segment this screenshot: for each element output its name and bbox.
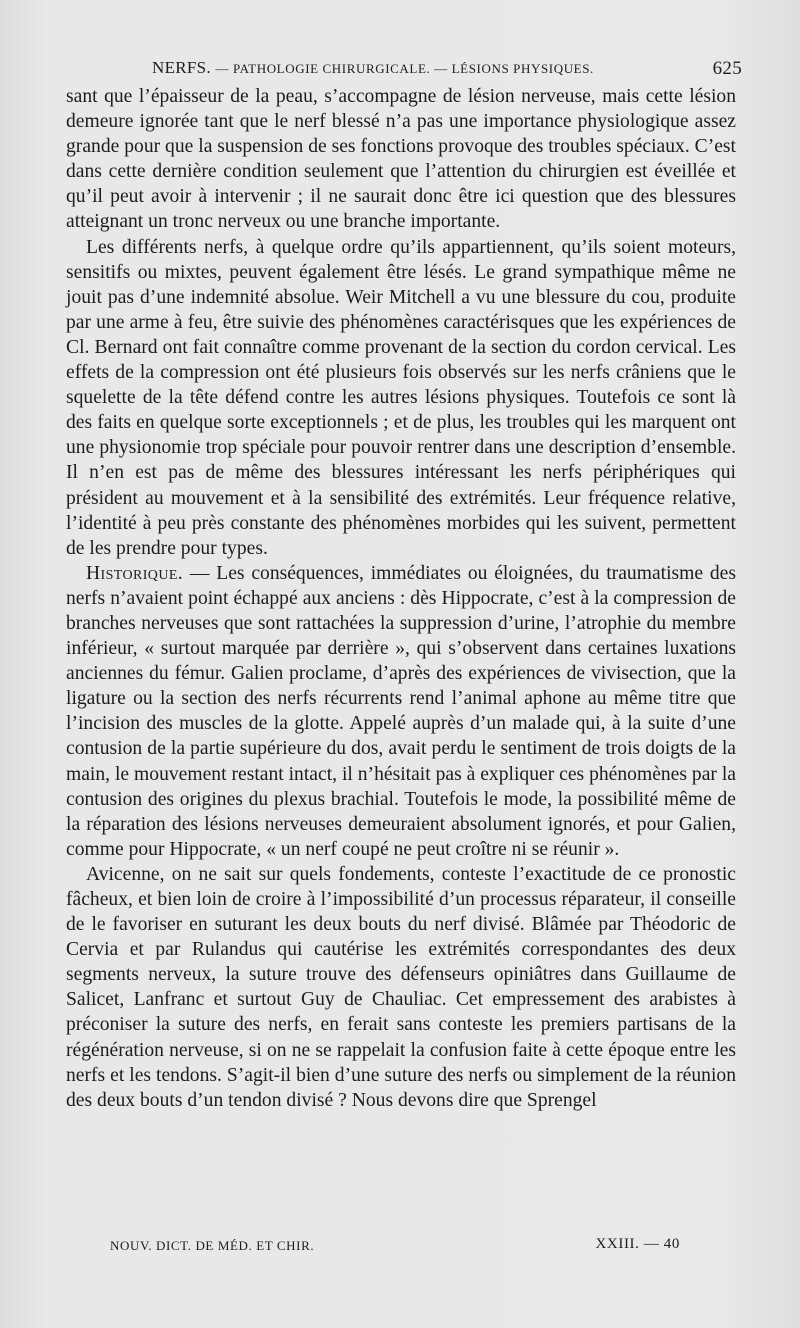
paragraph-4 — [66, 862, 736, 1113]
footer-volume: XXIII. — 40 — [595, 1236, 680, 1252]
header-section: — PATHOLOGIE CHIRURGICALE. — LÉSIONS PHYSIQUES. — [215, 61, 594, 76]
running-header — [152, 58, 742, 82]
page-number: 625 — [712, 58, 742, 79]
historique-heading: Historique. — [86, 562, 184, 584]
paragraph-4-text: Avicenne, on ne sait sur quels fondements, conteste l’exactitude de ce pronostic fâcheux, et bien loin de croire à l’impossibilité d’un processus réparateur, il conseille de le favoriser en suturant les deux bouts du nerf divisé. Blâmée par Théodoric de Cervia et par Rulandus qui cautérise les extrémités correspondantes des deux segments nerveux, la suture trouve des défenseurs opiniâtres dans Guillaume de Salicet, Lanfranc et surtout Guy de Chauliac. Cet empressement des arabistes à préconiser la suture des nerfs, en ferait sans conteste les premiers partisans de la régénération nerveuse, si on ne se rappelait la confusion faite à cette époque entre les nerfs et les tendons. S’agit-il bien d’une suture des nerfs ou simplement de la réunion des deux bouts d’un tendon divisé ? Nous devons dire que Sprengel — [66, 863, 736, 1111]
page-footer — [110, 1236, 690, 1258]
running-title — [152, 58, 594, 78]
paragraph-3-text: — Les conséquences, immédiates ou éloignées, du traumatisme des nerfs n’avaient point échappé aux anciens : dès Hippocrate, c’est à la compression de branches nerveuses que sont rattachées la suppression d’urine, l’atrophie du membre inférieur, « surtout marquée par derrière », qui s’observent dans certaines luxations anciennes du fémur. Galien proclame, d’après des expériences de vivisection, que la ligature ou la section des nerfs récurrents rend l’animal aphone au même titre que l’incision des muscles de la glotte. Appelé auprès d’un malade qui, à la suite d’une contusion de la partie supérieure du dos, avait perdu le sentiment de trois doigts de la main, le mouvement restant intact, il n’hésitait pas à expliquer ces phénomènes par la contusion des origines du plexus brachial. Toutefois le mode, la possibilité même de la réparation des lésions nerveuses demeuraient absolument ignorés, et pour Galien, comme pour Hippocrate, « un nerf coupé ne peut croître ni se réunir ». — [66, 562, 736, 860]
paragraph-1-text: sant que l’épaisseur de la peau, s’accompagne de lésion nerveuse, mais cette lésion demeure ignorée tant que le nerf blessé n’a pas une importance physiologique assez grande pour que la suspension de ses fonctions provoque des troubles spéciaux. C’est dans cette dernière condition seulement que l’attention du chirurgien est éveillée et qu’il peut avoir à intervenir ; il ne saurait donc être ici question que des blessures atteignant un tronc nerveux ou une branche importante. — [66, 86, 736, 233]
paragraph-3 — [66, 561, 736, 862]
paragraph-2-text: Les différents nerfs, à quelque ordre qu’ils appartiennent, qu’ils soient moteurs, sensitifs ou mixtes, peuvent également être lésés. Le grand sympathique même ne jouit pas d’une indemnité absolue. Weir Mitchell a vu une blessure du cou, produite par une arme à feu, être suivie des phénomènes caractérisques que les expériences de Cl. Bernard ont fait connaître comme provenant de la section du cordon cervical. Les effets de la compression ont été plusieurs fois observés sur les nerfs crâniens que le squelette de la tête défend contre les autres lésions physiques. Toutefois ce sont là des faits en quelque sorte exceptionnels ; et de plus, les troubles qui les marquent ont une physionomie trop spéciale pour pouvoir rentrer dans une description d’ensemble. Il n’en est pas de même des blessures intéressant les nerfs périphériques qui président au mouvement et à la sensibilité des extrémités. Leur fréquence relative, l’identité à peu près constante des phénomènes morbides qui les suivent, permettent de les prendre pour types. — [66, 236, 736, 559]
paragraph-2 — [66, 235, 736, 561]
text-body — [66, 84, 736, 1113]
header-title: NERFS. — [152, 58, 211, 77]
footer-publication: NOUV. DICT. DE MÉD. ET CHIR. — [110, 1238, 315, 1253]
paragraph-1 — [66, 84, 736, 235]
